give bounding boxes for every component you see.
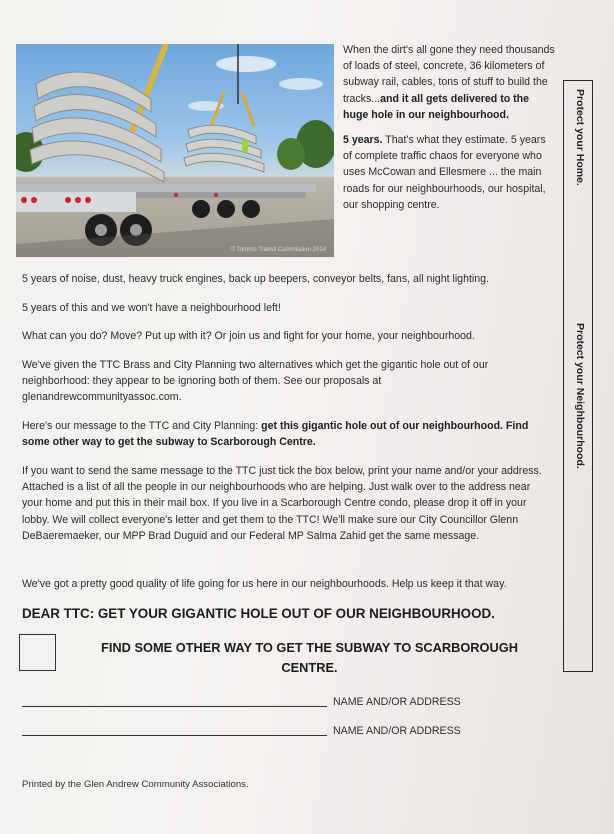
message-plain: Here's our message to the TTC and City Planning:: [22, 420, 262, 432]
headline: DEAR TTC: GET YOUR GIGANTIC HOLE OUT OF OUR NEIGHBOURHOOD.: [22, 606, 495, 621]
noise-paragraph: [22, 271, 552, 287]
find-other-way-text: FIND SOME OTHER WAY TO GET THE SUBWAY TO SCARBOROUGH CENTRE.: [101, 640, 518, 675]
quality-text: We've got a pretty good quality of life going for us here in our neighbourhoods. Help us keep it that way.: [22, 578, 507, 590]
side-label-home: Protect your Home.: [574, 89, 586, 186]
intro-column: [343, 42, 555, 222]
no-neighbourhood-paragraph: [22, 300, 552, 316]
no-neighbourhood-text: 5 years of this and we won't have a neighbourhood left!: [22, 302, 281, 314]
side-label-neighbourhood: Protect your Neighbourhood.: [574, 323, 586, 469]
truck-illustration: [16, 44, 334, 257]
side-box: [563, 80, 593, 672]
intro-paragraph-1: [343, 42, 555, 123]
alternatives-text: We've given the TTC Brass and City Planning two alternatives which get the gigantic hole out of our neighborhood: they appear to be ignoring both of them. See our proposals at glenandrewcommunityassoc.com.: [22, 359, 489, 404]
instructions-paragraph: [22, 463, 547, 544]
message-bold: get this gigantic hole out of our neighbourhood. Find some other way to get the subway to Scarborough Centre.: [22, 420, 529, 449]
intro-p1-plain: When the dirt's all gone they need thousands of loads of steel, concrete, 36 kilometers of subway rail, cables, tons of stuff to build the tracks...: [343, 44, 555, 105]
signature-line-2[interactable]: [22, 735, 327, 736]
signature-label-2: NAME AND/OR ADDRESS: [333, 725, 461, 737]
footer-credit: Printed by the Glen Andrew Community Associations.: [22, 779, 249, 790]
intro-p2-bold: 5 years.: [343, 134, 383, 147]
signature-label-1: NAME AND/OR ADDRESS: [333, 696, 461, 708]
instructions-text: If you want to send the same message to the TTC just tick the box below, print your name and/or your address. Attached is a list of all the people in our neighbourhoods who are helping. Just walk over to the address near your home and put this in their mail box. If you live in a Scarborough Centre condo, please drop it off in your lobby. We will collect everyone's letter and get them to the TTC! We'll make sure our City Councillor Glenn DeBaeremaeker, our MPP Brad Duguid and our Federal MP Salma Zahid get the same message.: [22, 465, 542, 542]
intro-p2-plain: That's what they estimate. 5 years of complete traffic chaos for everyone who uses McCowan and Ellesmere ... the main roads for our neighbourhoods, our hospital, our shopping centre.: [343, 134, 546, 211]
construction-photo: [16, 44, 334, 257]
signature-line-1[interactable]: [22, 706, 327, 707]
alternatives-paragraph: [22, 357, 532, 406]
photo-credit: © Toronto Transit Commission 2014: [230, 247, 326, 253]
what-can-you-do-paragraph: [22, 328, 552, 344]
message-paragraph: [22, 418, 542, 450]
agree-checkbox[interactable]: [19, 634, 56, 671]
noise-text: 5 years of noise, dust, heavy truck engines, back up beepers, conveyor belts, fans, all night lighting.: [22, 273, 489, 285]
intro-paragraph-2: [343, 132, 555, 213]
quality-paragraph: [22, 576, 552, 592]
intro-p1-bold: and it all gets delivered to the huge hole in our neighbourhood.: [343, 92, 530, 121]
what-can-you-do-text: What can you do? Move? Put up with it? Or join us and fight for your home, your neighbourhood.: [22, 330, 475, 342]
